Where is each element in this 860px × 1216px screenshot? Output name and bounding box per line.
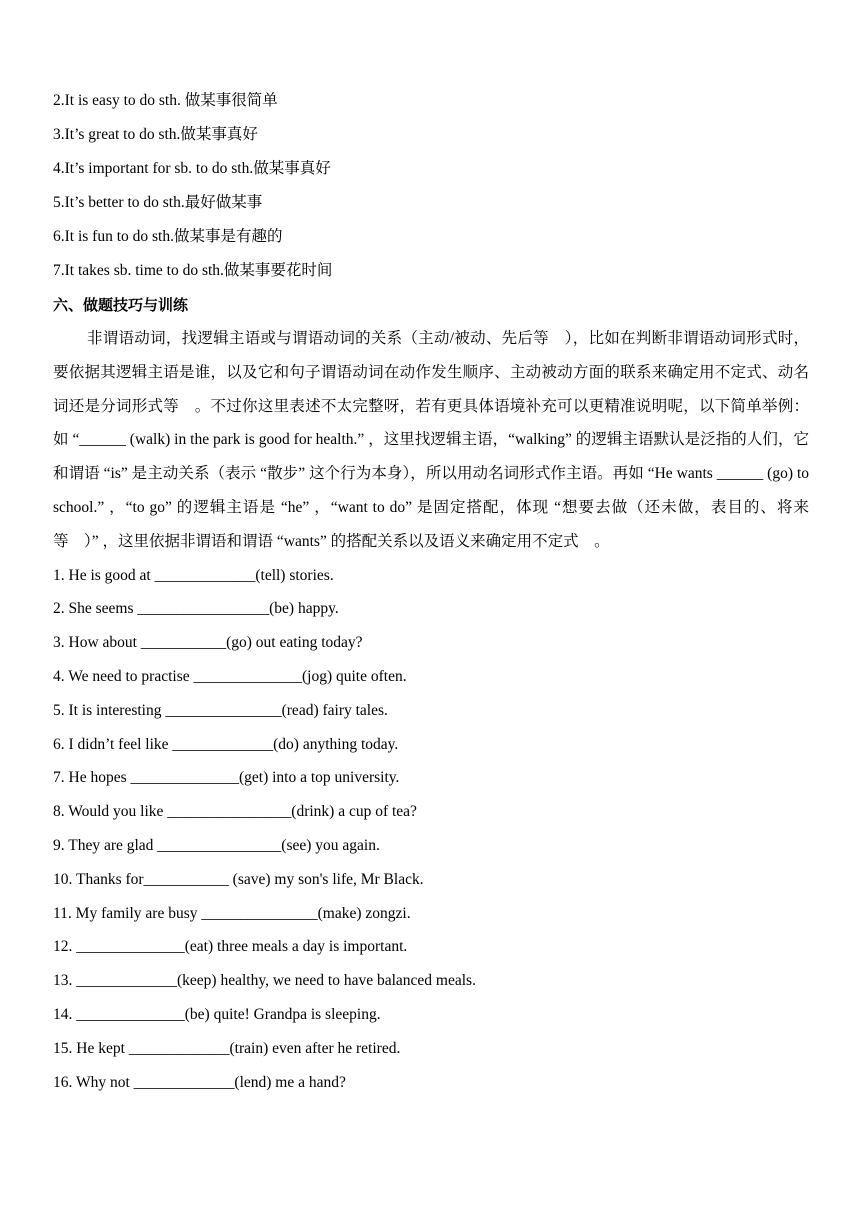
exercise-item: 16. Why not _____________(lend) me a hand? [53,1073,346,1091]
exercise-item: 3. How about ___________(go) out eating today? [53,634,363,652]
exercise-item: 13. _____________(keep) healthy, we need to have balanced meals. [53,972,476,990]
phrase-line: 2.It is easy to do sth. 做某事很简单 [53,92,278,109]
exercise-item: 15. He kept _____________(train) even after he retired. [53,1039,401,1057]
exercise-item: 9. They are glad ________________(see) you again. [53,836,380,854]
phrase-line: 5.It’s better to do sth.最好做某事 [53,194,263,211]
phrase-line: 7.It takes sb. time to do sth.做某事要花时间 [53,262,333,279]
section-heading: 六、做题技巧与训练 [53,296,189,314]
exercise-item: 11. My family are busy _______________(make) zongzi. [53,904,411,922]
exercise-list [53,559,809,1100]
exercise-item: 12. ______________(eat) three meals a day is important. [53,938,408,956]
exercise-item: 7. He hopes ______________(get) into a top university. [53,769,400,787]
phrase-line: 6.It is fun to do sth.做某事是有趣的 [53,228,283,245]
explanation-paragraph: 非谓语动词，找逻辑主语或与谓语动词的关系（主动/被动、先后等 ），比如在判断非谓语动词形式时，要依据其逻辑主语是谁，以及它和句子谓语动词在动作发生顺序、主动被动方面的联系来确定用不定式、动名词还是分词形式等 。不过你这里表述不太完整呀，若有更具体语境补充可以更精准说明呢，以下简单举例：如 “______ (walk) in the park is good for health.” ，这里找逻辑主语，“walking” 的逻辑主语默认是泛指的人们，它和谓语 “is” 是主动关系（表示 “散步” 这个行为本身），所以用动名词形式作主语。再如 “He wants ______ (go) to school.” ，“to go” 的逻辑主语是 “he” ，“want to do” 是固定搭配，体现 “想要去做（还未做，表目的、将来等 ）” ，这里依据非谓语和谓语 “wants” 的搭配关系以及语义来确定用不定式 。 [53,330,809,550]
phrase-line: 4.It’s important for sb. to do sth.做某事真好 [53,160,331,177]
exercise-item: 5. It is interesting _______________(read) fairy tales. [53,701,388,719]
exercise-item: 4. We need to practise ______________(jog) quite often. [53,667,407,685]
exercise-item: 14. ______________(be) quite! Grandpa is sleeping. [53,1005,381,1023]
exercise-item: 8. Would you like ________________(drink) a cup of tea? [53,803,417,821]
exercise-item: 10. Thanks for___________ (save) my son's life, Mr Black. [53,870,424,888]
exercise-item: 2. She seems _________________(be) happy. [53,600,339,618]
exercise-item: 6. I didn’t feel like _____________(do) anything today. [53,735,399,753]
phrase-line: 3.It’s great to do sth.做某事真好 [53,126,258,143]
document-page [53,84,809,1099]
exercise-item: 1. He is good at _____________(tell) stories. [53,566,334,584]
